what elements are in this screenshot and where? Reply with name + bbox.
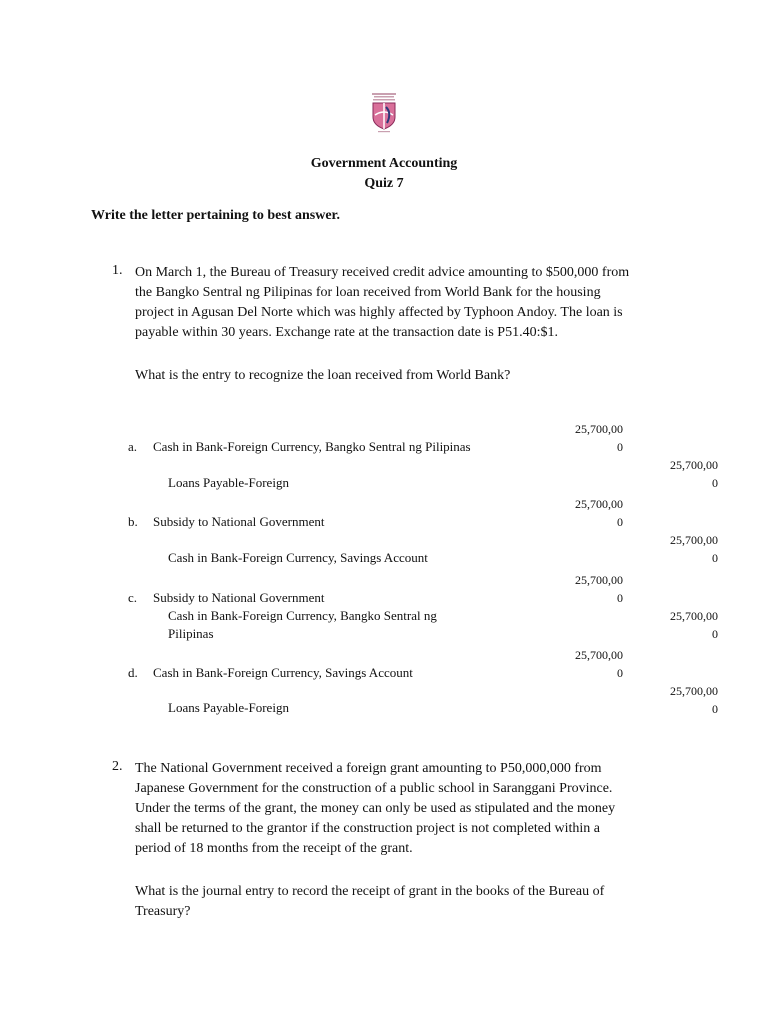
choice-d-letter: d. [128, 665, 138, 680]
credit-amount-d: 25,700,00 0 [670, 684, 718, 716]
question-1-line: On March 1, the Bureau of Treasury received credit advice amounting to $500,000 from [135, 265, 630, 280]
question-2-prompt: What is the journal entry to record the receipt of grant in the books of the Bureau of Treasury? [135, 884, 605, 919]
choice-a-credit: Loans Payable-Foreign [168, 475, 289, 490]
credit-amount-a: 25,700,00 0 [670, 458, 718, 490]
instruction: Write the letter pertaining to best answer. [91, 208, 340, 223]
question-1-line: payable within 30 years. Exchange rate at the transaction date is P51.40:$1. [135, 325, 558, 340]
question-1-number: 1. [112, 263, 123, 278]
choice-c-credit-cont: Pilipinas [168, 626, 214, 641]
shield-emblem-icon [369, 93, 399, 135]
credit-amount-c: 25,700,00 0 [670, 609, 718, 641]
question-1-line: the Bangko Sentral ng Pilipinas for loan received from World Bank for the housing [135, 285, 601, 300]
choice-b-credit: Cash in Bank-Foreign Currency, Savings Account [168, 550, 428, 565]
question-2-line: period of 18 months from the receipt of the grant. [135, 841, 413, 856]
debit-amount-a: 25,700,00 0 [575, 422, 623, 454]
question-2-line: shall be returned to the grantor if the construction project is not completed within a [135, 821, 600, 836]
document-title: Government Accounting [310, 156, 458, 171]
credit-amount-b: 25,700,00 0 [670, 533, 718, 565]
choice-b-letter: b. [128, 514, 138, 529]
question-2-text [135, 759, 675, 859]
choice-d-credit: Loans Payable-Foreign [168, 700, 289, 715]
choice-c-letter: c. [128, 590, 138, 605]
school-logo [369, 93, 399, 135]
debit-amount-b: 25,700,00 0 [575, 497, 623, 529]
question-1-text [135, 263, 675, 343]
choice-a-debit: Cash in Bank-Foreign Currency, Bangko Sentral ng Pilipinas [153, 439, 471, 454]
question-1-line: project in Agusan Del Norte which was highly affected by Typhoon Andoy. The loan is [135, 305, 623, 320]
question-2-number: 2. [112, 759, 123, 774]
choice-d-debit: Cash in Bank-Foreign Currency, Savings Account [153, 665, 413, 680]
quiz-number: Quiz 7 [364, 176, 404, 191]
choice-c-debit: Subsidy to National Government [153, 590, 325, 605]
question-2-line: Under the terms of the grant, the money can only be used as stipulated and the money [135, 801, 616, 816]
choice-b-debit: Subsidy to National Government [153, 514, 325, 529]
debit-amount-d: 25,700,00 0 [575, 648, 623, 680]
debit-amount-c: 25,700,00 0 [575, 573, 623, 605]
question-2-line: The National Government received a foreign grant amounting to P50,000,000 from [135, 761, 602, 776]
question-1-prompt: What is the entry to recognize the loan received from World Bank? [135, 368, 511, 383]
choice-a-letter: a. [128, 439, 138, 454]
question-2-line: Japanese Government for the construction of a public school in Saranggani Province. [135, 781, 613, 796]
choice-c-credit: Cash in Bank-Foreign Currency, Bangko Sentral ng [168, 608, 437, 623]
